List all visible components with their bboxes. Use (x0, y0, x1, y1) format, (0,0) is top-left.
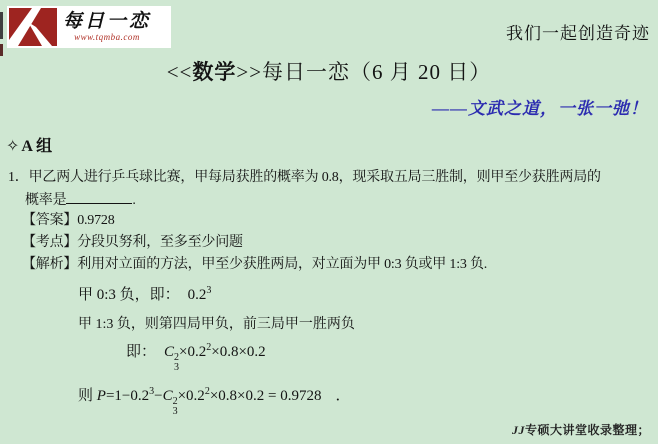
brand-logo (7, 6, 171, 48)
footer-credit-text: 专硕大讲堂收录整理； (524, 423, 650, 437)
screen-edge-artifact (0, 12, 3, 39)
topic-line (22, 233, 243, 252)
solution-case2-expression (126, 340, 266, 373)
screen-edge-artifact (0, 44, 3, 56)
case1-exponent: 3 (206, 285, 212, 296)
title-post: >>每日一恋（6 月 20 日） (236, 60, 492, 84)
combination-sup: 2 (172, 396, 178, 407)
brand-text-block (63, 12, 151, 42)
footer-credit-prefix: JJ (511, 423, 525, 437)
stem-line2-suffix: . (132, 193, 136, 208)
final-label: 则 (78, 388, 94, 404)
final-term1-exponent: 3 (149, 386, 155, 397)
solution-case2-line: 甲 1:3 负，则第四局甲负，前三局甲一胜两负 (78, 317, 355, 332)
final-period: ． (335, 388, 351, 404)
analysis-line (22, 255, 487, 274)
answer-value: 0.9728 (77, 213, 115, 228)
taiqi-logo-icon (9, 8, 57, 46)
title-subject: 数学 (192, 60, 237, 84)
combination-sub: 3 (174, 362, 180, 373)
final-minus: − (154, 388, 163, 404)
problem-stem-line1 (8, 168, 601, 187)
brand-calligraphy: 每日一恋 (63, 11, 152, 32)
problem-stem-text: 甲乙两人进行乒乓球比赛，甲每局获胜的概率为 0.8，现采取五局三胜制，则甲至少获胜两局的 (28, 170, 601, 185)
topic-label: 【考点】 (22, 235, 78, 250)
problem-stem-line2 (25, 190, 136, 210)
expr-label: 即： (126, 344, 157, 360)
final-term4: ×0.8×0.2 = 0.9728 (209, 388, 322, 404)
final-term3-exponent: 2 (204, 386, 210, 397)
answer-label: 【答案】 (22, 213, 78, 228)
expr-term2: ×0.8×0.2 (211, 344, 266, 360)
header-slogan: 我们一起创造奇迹 (506, 24, 650, 43)
combination-symbol: C (164, 344, 175, 360)
solution-final-line (78, 384, 350, 417)
expr-term1-exponent: 2 (206, 342, 212, 353)
case1-base: 0.2 (187, 287, 207, 303)
section-star-icon: ✧ (6, 138, 20, 155)
section-heading (6, 133, 52, 156)
topic-value: 分段贝努利，至多至少问题 (77, 235, 243, 250)
problem-number: 1． (8, 170, 29, 185)
section-label: A 组 (21, 138, 53, 155)
expr-term1: ×0.2 (179, 344, 207, 360)
answer-line (22, 211, 115, 230)
motto-line: ——文武之道，一张一弛！ (432, 99, 648, 118)
final-term3: ×0.2 (177, 388, 205, 404)
title-pre: << (166, 60, 193, 84)
analysis-value: 利用对立面的方法，甲至少获胜两局，对立面为甲 0:3 负或甲 1:3 负. (77, 257, 488, 272)
answer-blank (66, 190, 132, 204)
probability-variable: P (96, 388, 106, 404)
combination-symbol: C (162, 388, 173, 404)
stem-line2-prefix: 概率是 (25, 193, 67, 208)
final-term1: =1−0.2 (105, 388, 150, 404)
brand-url: www.tqmba.com (74, 32, 140, 42)
case1-text: 甲 0:3 负，即： (78, 287, 180, 303)
combination-sub: 3 (172, 406, 178, 417)
analysis-label: 【解析】 (22, 257, 78, 272)
solution-case1-line (78, 283, 211, 304)
footer-credit (512, 421, 650, 438)
combination-sup: 2 (174, 352, 180, 363)
page-title (0, 56, 658, 86)
